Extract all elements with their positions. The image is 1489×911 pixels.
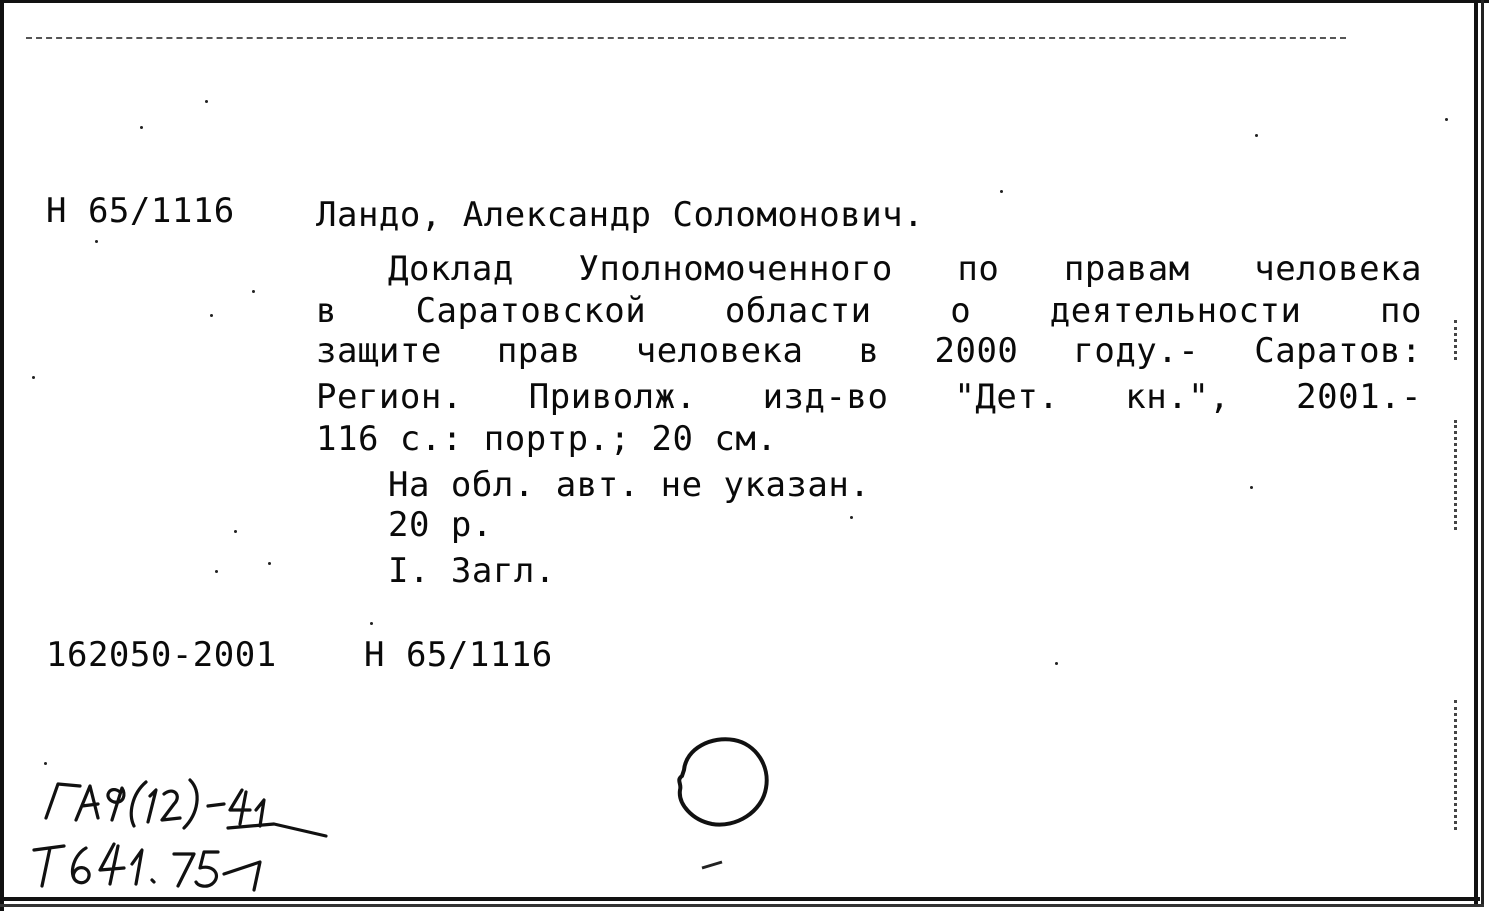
card-border-bottom bbox=[0, 897, 1480, 901]
description-line-3: защите прав человека в 2000 году.- Саратов: bbox=[316, 331, 1422, 371]
speck bbox=[1250, 486, 1253, 489]
ink-mark-icon bbox=[700, 858, 726, 872]
speck bbox=[95, 240, 98, 243]
speck-column bbox=[1454, 320, 1460, 360]
card-border-left bbox=[0, 0, 4, 911]
note-line: На обл. авт. не указан. bbox=[388, 465, 871, 505]
speck bbox=[370, 622, 373, 625]
card-border-right bbox=[1474, 0, 1478, 905]
card-border-right-outer bbox=[1481, 0, 1484, 905]
price-line: 20 р. bbox=[388, 505, 493, 545]
speck bbox=[1255, 134, 1258, 137]
speck bbox=[210, 314, 213, 317]
speck bbox=[268, 562, 271, 565]
card-border-top bbox=[0, 0, 1489, 3]
top-dashed-rule bbox=[26, 37, 1346, 39]
speck bbox=[32, 376, 35, 379]
speck bbox=[44, 762, 47, 765]
punch-hole-icon bbox=[672, 730, 772, 830]
speck bbox=[215, 570, 218, 573]
call-number: Н 65/1116 bbox=[46, 191, 235, 231]
call-number-bottom: Н 65/1116 bbox=[364, 635, 553, 675]
description-line-5: 116 с.: портр.; 20 см. bbox=[316, 419, 778, 459]
speck-column bbox=[1454, 700, 1460, 830]
speck bbox=[252, 290, 255, 293]
tracing-line: I. Загл. bbox=[388, 551, 556, 591]
speck bbox=[1445, 118, 1448, 121]
speck bbox=[140, 126, 143, 129]
speck bbox=[850, 516, 853, 519]
speck bbox=[1055, 662, 1058, 665]
speck bbox=[205, 100, 208, 103]
speck-column bbox=[1454, 420, 1460, 530]
description-line-4: Регион. Приволж. изд-во "Дет. кн.", 2001.- bbox=[316, 377, 1422, 417]
handwritten-annotation-icon bbox=[28, 770, 358, 895]
description-line-1: Доклад Уполномоченного по правам человека bbox=[388, 249, 1422, 289]
registration-number: 162050-2001 bbox=[46, 635, 277, 675]
speck bbox=[1000, 190, 1003, 193]
speck bbox=[234, 530, 237, 533]
author-heading: Ландо, Александр Соломонович. bbox=[316, 195, 925, 235]
card-border-bottom-outer bbox=[0, 904, 1484, 907]
description-line-2: в Саратовской области о деятельности по bbox=[316, 291, 1422, 331]
